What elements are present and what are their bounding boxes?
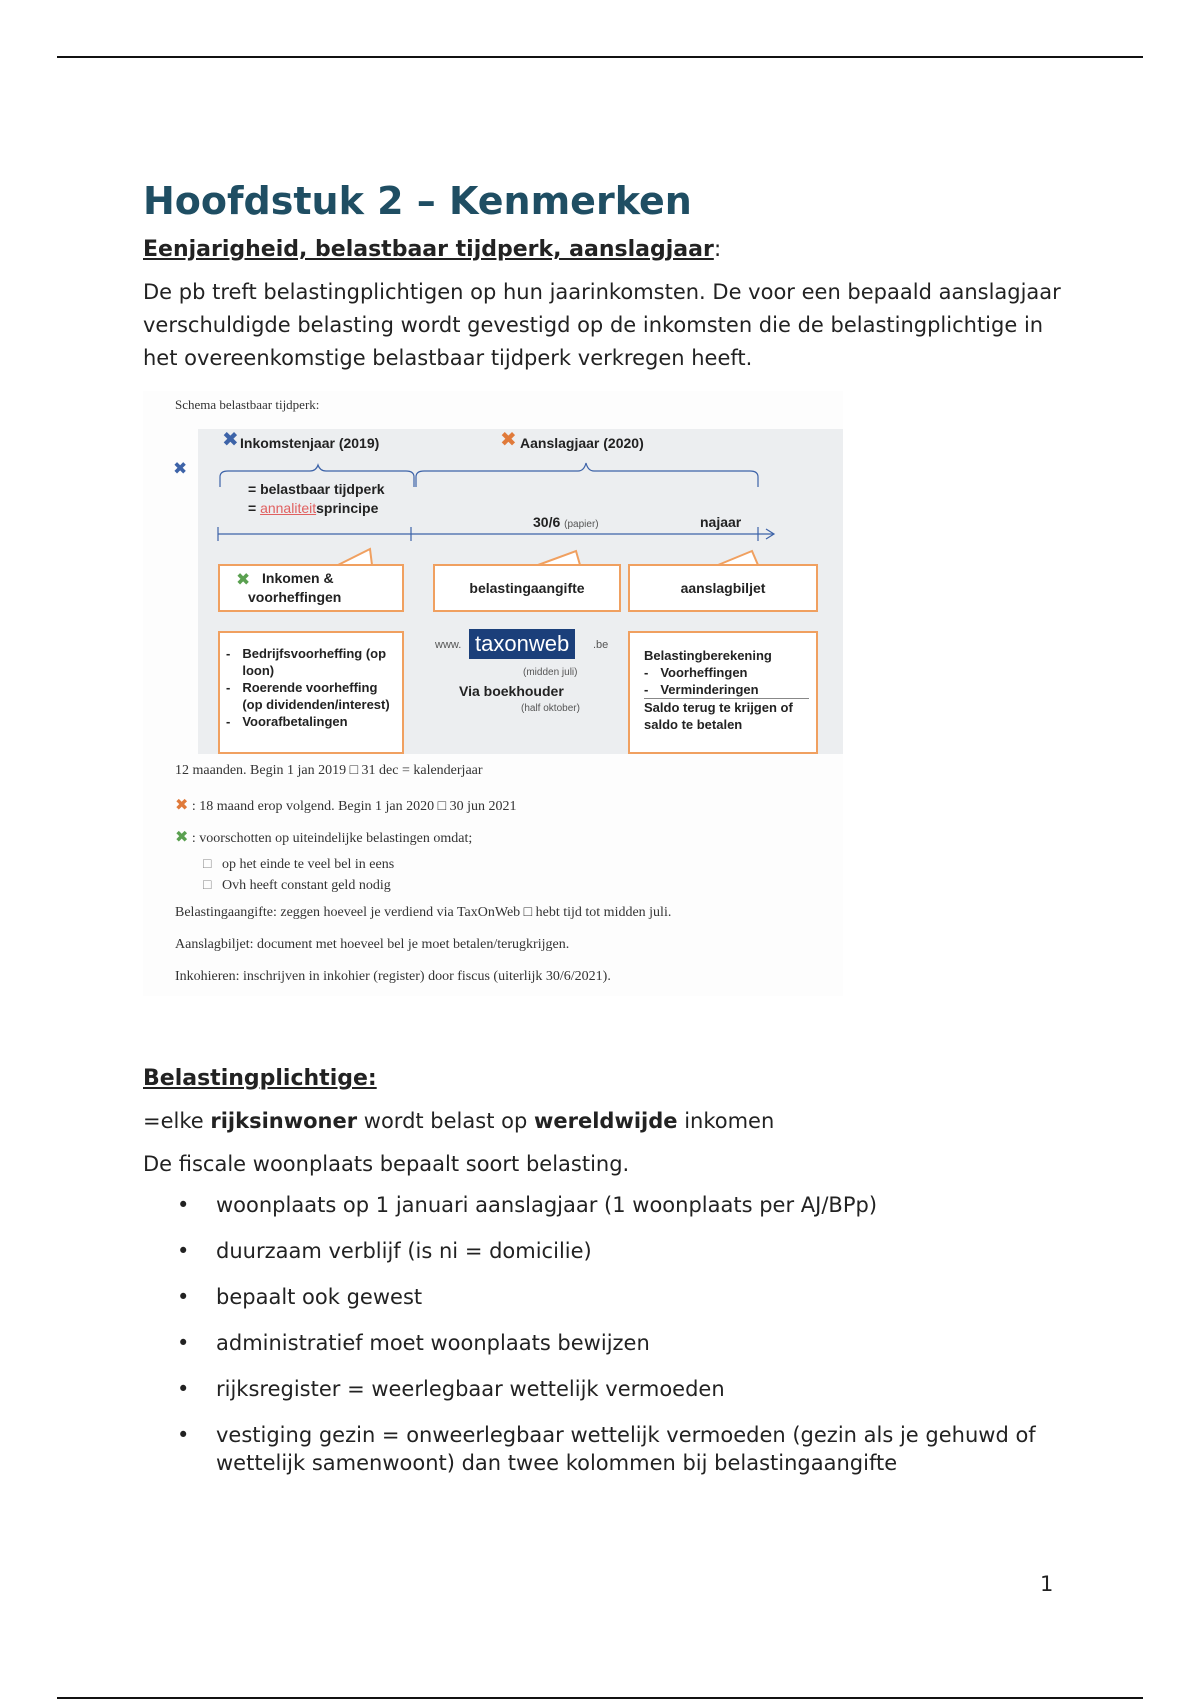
- page-title: Hoofdstuk 2 – Kenmerken: [143, 179, 692, 223]
- annaliteitsprincipe-eq: = annaliteitsprincipe: [248, 500, 379, 516]
- box-belastingberekening: Belastingberekening - Voorheffingen - Verminderingen Saldo terug te krijgen of saldo te betalen: [628, 631, 818, 754]
- section2-heading: Belastingplichtige:: [143, 1066, 377, 1091]
- orange-x-icon: ✖: [500, 427, 517, 451]
- bottom-rule: [57, 1697, 1143, 1699]
- list-item: - Voorafbetalingen: [226, 714, 348, 729]
- list-item: • bepaalt ook gewest: [143, 1283, 1063, 1311]
- date-306: 30/6 (papier): [533, 514, 599, 530]
- list-item: • duurzaam verblijf (is ni = domicilie): [143, 1237, 1063, 1265]
- top-rule: [57, 56, 1143, 58]
- schema-panel: [198, 429, 843, 754]
- section2-line1: =elke rijksinwoner wordt belast op wereldwijde inkomen: [143, 1109, 775, 1133]
- green-x-icon: ✖: [236, 570, 251, 590]
- box-inkomen: ✖ Inkomen & voorheffingen: [218, 564, 404, 612]
- list-item: - Verminderingen: [644, 682, 759, 697]
- najaar-label: najaar: [700, 514, 742, 530]
- list-item: • rijksregister = weerlegbaar wettelijk vermoeden: [143, 1375, 1063, 1403]
- inkomstenjaar-label: Inkomstenjaar (2019): [240, 435, 380, 451]
- section2-line2: De fiscale woonplaats bepaalt soort belasting.: [143, 1152, 630, 1176]
- taxonweb-block: www. taxonweb .be (midden juli) Via boekhouder (half oktober): [435, 631, 609, 714]
- page-content: [143, 175, 1063, 1495]
- page-number: 1: [1040, 1572, 1054, 1596]
- box-voorheffingen-list: [218, 631, 404, 754]
- section1-paragraph: De pb treft belastingplichtigen op hun jaarinkomsten. De voor een bepaald aanslagjaar verschuldigde belasting wordt gevestigd op de inkomsten die de belastingplichtige in het overeenkomstige belastbaar tijdperk verkregen heeft.: [143, 280, 1061, 370]
- checkbox-icon: □: [203, 878, 212, 893]
- taxonweb-logo: taxonweb: [469, 629, 575, 659]
- list-item: - Roerende voorheffing (op dividenden/interest): [226, 680, 390, 712]
- belastbaar-tijdperk-eq: = belastbaar tijdperk: [248, 481, 385, 497]
- blue-x-icon: ✖: [173, 459, 188, 479]
- green-x-icon: ✖: [175, 827, 189, 846]
- box-belastingaangifte: belastingaangifte: [433, 564, 621, 612]
- orange-x-icon: ✖: [175, 795, 189, 814]
- list-item: • vestiging gezin = onweerlegbaar wettelijk vermoeden (gezin als je gehuwd of wettelijk samenwoont) dan twee kolommen bij belastingaangifte: [143, 1421, 1063, 1477]
- woonplaats-bullet-list: [143, 1191, 1063, 1477]
- aanslagjaar-label: Aanslagjaar (2020): [520, 435, 644, 451]
- schema-caption: Schema belastbaar tijdperk:: [175, 397, 320, 412]
- list-item: - Bedrijfsvoorheffing (op loon): [226, 646, 387, 678]
- section1-heading: Eenjarigheid, belastbaar tijdperk, aanslagjaar:: [143, 237, 722, 262]
- schema-figure: Schema belastbaar tijdperk: ✖ Inkomstenjaar (2019) ✖ Aanslagjaar (2020) = belastbaar tijdperk = annaliteitsprincipe 30/6 (papier) najaar ✖ Inkomen & voorheffingen belastingaangifte aanslagbiljet - Bedrijfsvoorheffing (op loon) - Roerende voorheffing (op dividenden/interest) - Voorafbetalingen www. taxonweb .be (midden juli) Via boekhouder (half oktober) Belastingberekening - Voorheffingen - Verminderingen Saldo terug te krijgen of saldo te betalen ✖ 12 maanden. Begin 1 jan 2019 □ 31 dec = kalenderjaar ✖ : 18 maand erop volgend. Begin 1 jan 2020 □ 30 jun 2021 ✖ : voorschotten op uiteindelijke belastingen omdat; □ op het einde te veel bel in eens □ Ovh heeft constant geld nodig Belastingaangifte: zeggen hoeveel je verdiend via TaxOnWeb □ hebt tijd tot midden juli. Aanslagbiljet: document met hoeveel bel je moet betalen/terugkrijgen. Inkohieren: inschrijven in inkohier (register) door fiscus (uiterlijk 30/6/2021).: [143, 391, 843, 996]
- blue-x-icon: ✖: [222, 427, 239, 451]
- list-item: • woonplaats op 1 januari aanslagjaar (1 woonplaats per AJ/BPp): [143, 1191, 1063, 1219]
- list-item: • administratief moet woonplaats bewijzen: [143, 1329, 1063, 1357]
- checkbox-icon: □: [203, 857, 212, 872]
- list-item: - Voorheffingen: [644, 665, 748, 680]
- box-aanslagbiljet: aanslagbiljet: [628, 564, 818, 612]
